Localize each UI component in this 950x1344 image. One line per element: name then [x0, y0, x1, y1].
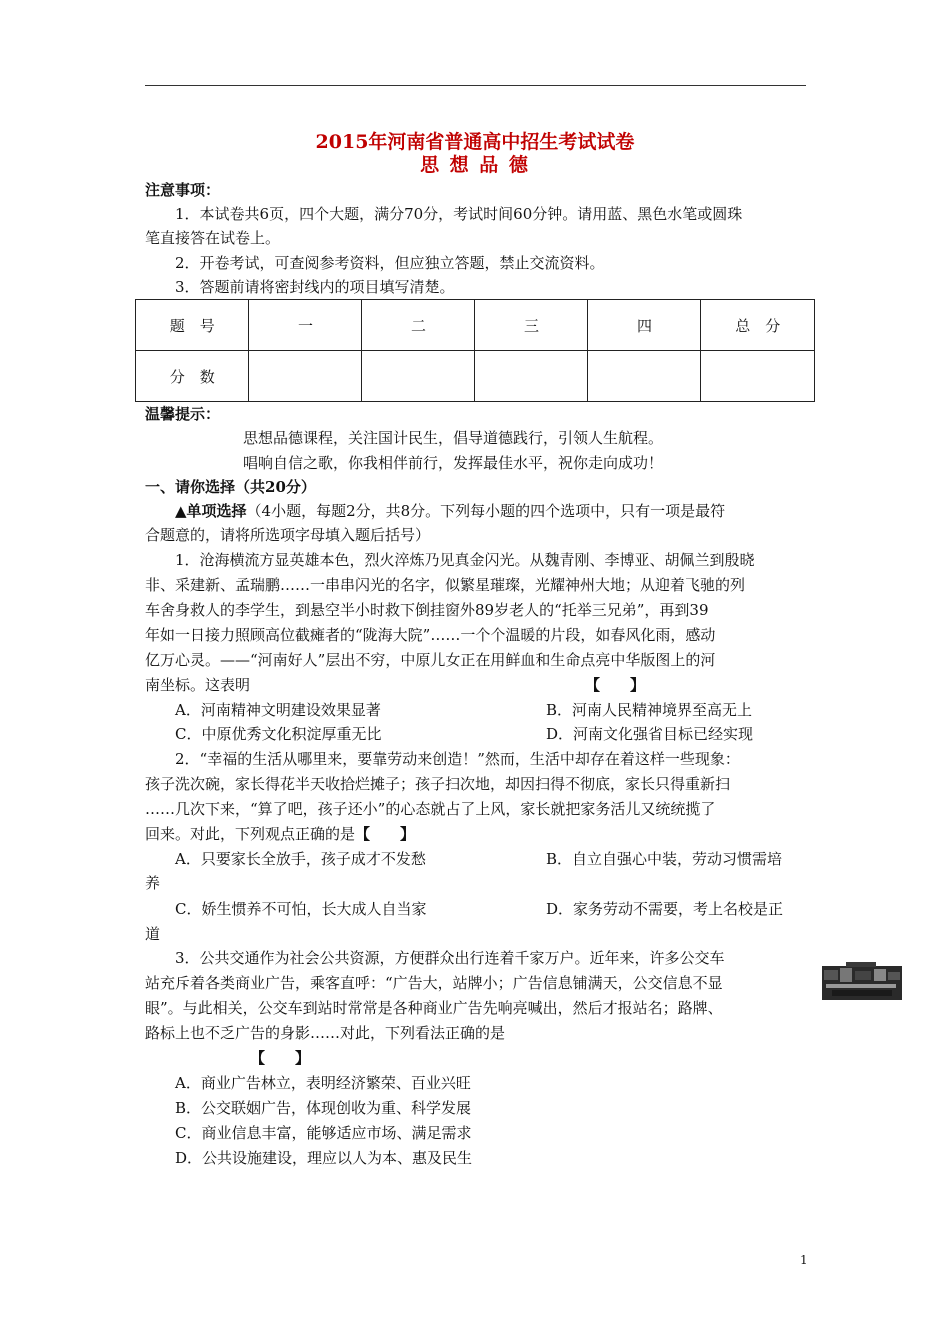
q3-option-b: B．公交联姻广告，体现创收为重、科学发展	[175, 1099, 472, 1117]
q2-option-a: A．只要家长全放手，孩子成才不发愁	[175, 850, 426, 868]
q1-answer-bracket[interactable]: 【 】	[585, 676, 646, 694]
notice-line-2: 2．开卷考试，可查阅参考资料，但应独立答题，禁止交流资料。	[175, 254, 605, 272]
q3-option-d: D．公共设施建设，理应以人为本、惠及民生	[175, 1149, 473, 1167]
q1-line: 非、采建新、孟瑞鹏……一串串闪光的名字，似繁星璀璨，光耀神州大地；从迎着飞驰的列	[145, 576, 746, 594]
score-header-cell: 四	[588, 300, 701, 351]
notice-heading: 注意事项：	[145, 181, 221, 199]
q3-option-c: C．商业信息丰富，能够适应市场、满足需求	[175, 1124, 472, 1142]
header-rule	[145, 85, 806, 86]
q1-line: 南坐标。这表明	[145, 676, 251, 694]
score-cell[interactable]	[701, 351, 815, 402]
q2-line: 孩子洗次碗，家长得花半天收拾烂摊子；孩子扫次地，却因扫得不彻底，家长只得重新扫	[145, 775, 731, 793]
single-choice-desc-b: 合题意的，请将所选项字母填入题后括号）	[145, 526, 431, 544]
score-header-cell: 一	[249, 300, 362, 351]
notice-line-3: 3．答题前请将密封线内的项目填写清楚。	[175, 278, 455, 296]
score-cell[interactable]	[588, 351, 701, 402]
q1-line: 亿万心灵。——“河南好人”层出不穷，中原儿女正在用鲜血和生命点亮中华版图上的河	[145, 651, 716, 669]
score-table	[135, 299, 815, 402]
score-table-header-row	[136, 300, 815, 351]
single-choice-desc: （4小题，每题2分，共8分。下列每小题的四个选项中，只有一项是最符	[246, 502, 726, 520]
q2-option-d-wrap: 道	[145, 925, 161, 943]
score-row-label: 分 数	[136, 351, 249, 402]
score-header-cell: 三	[475, 300, 588, 351]
bus-stop-ad-photo	[822, 962, 902, 1000]
score-cell[interactable]	[249, 351, 362, 402]
single-choice-intro	[175, 501, 725, 521]
q3-line: 路标上也不乏广告的身影……对此，下列看法正确的是	[145, 1024, 506, 1042]
q3-line: 站充斥着各类商业广告，乘客直呼：“广告大，站牌小；广告信息铺满天，公交信息不显	[145, 974, 723, 992]
q2-answer-bracket[interactable]: 【 】	[355, 825, 416, 843]
q3-line: 眼”。与此相关，公交车到站时常常是各种商业广告先响亮喊出，然后才报站名；路牌、	[145, 999, 723, 1017]
score-cell[interactable]	[475, 351, 588, 402]
q2-line: 回来。对此，下列观点正确的是	[145, 825, 356, 843]
q1-option-b: B．河南人民精神境界至高无上	[546, 701, 753, 719]
exam-title: 2015年河南省普通高中招生考试试卷	[315, 131, 635, 153]
page-number: 1	[800, 1253, 808, 1267]
q2-line: ……几次下来，“算了吧，孩子还小”的心态就占了上风，家长就把家务活儿又统统揽了	[145, 800, 716, 818]
q1-line: 1．沧海横流方显英雄本色，烈火淬炼乃见真金闪光。从魏青刚、李博亚、胡佩兰到殷晓	[175, 551, 755, 569]
q1-line: 年如一日接力照顾高位截瘫者的“陇海大院”……一个个温暖的片段，如春风化雨，感动	[145, 626, 716, 644]
score-header-cell: 总 分	[701, 300, 815, 351]
score-header-cell: 二	[362, 300, 475, 351]
q2-option-b-wrap: 养	[145, 874, 161, 892]
q1-line: 车舍身救人的李学生，到悬空半小时救下倒挂窗外89岁老人的“托举三兄弟”，再到39	[145, 601, 709, 619]
q3-answer-bracket[interactable]: 【 】	[250, 1049, 311, 1067]
q2-line-last	[145, 824, 415, 844]
tip-line-1: 思想品德课程，关注国计民生，倡导道德践行，引领人生航程。	[243, 429, 664, 447]
q3-option-a: A．商业广告林立，表明经济繁荣、百业兴旺	[175, 1074, 471, 1092]
q1-option-a: A．河南精神文明建设效果显著	[175, 701, 381, 719]
q2-option-b: B．自立自强心中装，劳动习惯需培	[546, 850, 783, 868]
tip-heading: 温馨提示：	[145, 405, 221, 423]
q2-option-c: C．娇生惯养不可怕，长大成人自当家	[175, 900, 427, 918]
section-1-heading: 一、请你选择（共20分）	[145, 478, 316, 496]
exam-subject: 思 想 品 德	[420, 154, 530, 176]
score-header-cell: 题 号	[136, 300, 249, 351]
single-choice-label: ▲单项选择	[175, 502, 247, 520]
q1-option-c: C．中原优秀文化积淀厚重无比	[175, 725, 382, 743]
notice-line-1b: 笔直接答在试卷上。	[145, 229, 281, 247]
q2-line: 2．“幸福的生活从哪里来，要靠劳动来创造！”然而，生活中却存在着这样一些现象：	[175, 750, 740, 768]
tip-line-2: 唱响自信之歌，你我相伴前行，发挥最佳水平，祝你走向成功！	[243, 454, 664, 472]
q2-option-d: D．家务劳动不需要，考上名校是正	[546, 900, 784, 918]
score-table-value-row	[136, 351, 815, 402]
notice-line-1a: 1．本试卷共6页，四个大题，满分70分，考试时间60分钟。请用蓝、黑色水笔或圆珠	[175, 205, 743, 223]
q3-line: 3．公共交通作为社会公共资源，方便群众出行连着千家万户。近年来，许多公交车	[175, 949, 725, 967]
q1-option-d: D．河南文化强省目标已经实现	[546, 725, 754, 743]
score-cell[interactable]	[362, 351, 475, 402]
